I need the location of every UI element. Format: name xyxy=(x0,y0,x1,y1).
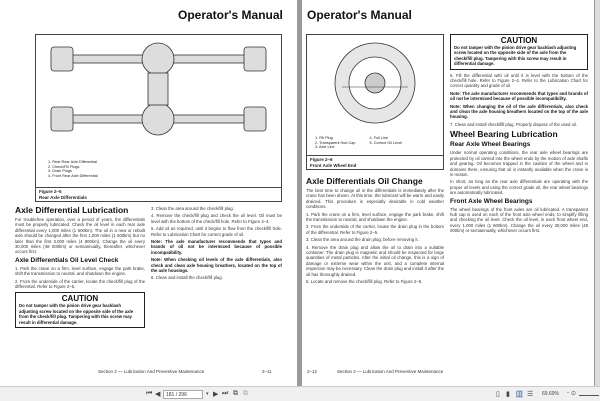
page-title: Operator's Manual xyxy=(178,8,283,22)
caution-text: Do not tamper with the pinion drive gear backlash adjusting screw located on the opposite side of the axle from the check/fill plug. Tampering with this screw may result in differential damage. xyxy=(19,303,134,325)
paste-icon[interactable]: ⧉ xyxy=(243,390,248,397)
step: 3. Clean the area around the check/fill plug. xyxy=(151,206,234,211)
step: 5. Locate and remove the check/fill plug. Refer to Figure 2–5. xyxy=(306,279,423,285)
page-dropdown-icon[interactable]: ▾ xyxy=(206,391,209,397)
caution-text: Do not tamper with the pinion drive gear backlash adjusting screw located on the opposite side of the axle from the check/fill plug. Tampering with this screw may result in differential damage. xyxy=(454,45,577,67)
two-page-view-icon[interactable]: ◫ xyxy=(516,391,523,398)
note: Note: The axle manufacturer recommends that types and brands of oil not be intermixed because of possible incompatibility. xyxy=(151,239,282,255)
step: 4. Remove the check/fill plug and check the oil level. Oil must be level with the bottom of the check/fill hole. Refer to Figure 2–4. xyxy=(151,213,282,224)
note: Note: When changing the oil of the axle differentials, also check and clean the axle housing breathers located on the top of the axle housing. xyxy=(450,103,588,120)
page-footer: Section 2 — Lubrication And Preventive Maintenance xyxy=(98,369,205,374)
caution-box xyxy=(15,292,145,328)
step: 7. Clean and install check/fill plug. Properly dispose of the used oil. xyxy=(450,121,578,127)
viewer-toolbar xyxy=(0,386,600,401)
figure-legend xyxy=(307,135,443,151)
caution-heading: CAUTION xyxy=(500,36,538,45)
right-column-2 xyxy=(450,34,588,236)
section-heading: Axle Differentials Oil Change xyxy=(306,176,423,186)
step: 6. Clean and install the check/fill plug. xyxy=(151,275,223,281)
subsection-heading: Axle Differentials Oil Level Check xyxy=(15,256,119,264)
step: 6. Fill the differential with oil until it is level with the bottom of the check/fill hole. Refer to Figure 2–4. Refer to the Lubrication Chart for correct quantity and grade of oil. xyxy=(450,72,588,89)
zoom-level[interactable]: 69.69% xyxy=(542,391,559,397)
next-page-button[interactable]: ▶ xyxy=(213,391,219,398)
note: Note: The axle manufacturer recommends that types and brands of oil not be intermixed because of possible incompatibility. xyxy=(450,90,588,102)
zoom-out-icon[interactable]: - xyxy=(567,390,569,396)
two-page-continuous-icon[interactable]: ☰ xyxy=(527,391,534,398)
legend-item: 1. Fill Plug xyxy=(315,136,333,140)
paragraph: The best time to change oil in the differentials is immediately after the crane has been driven. At this time, the lubricant will be warm and easily drained. This procedure is especially desirable in cold weather conditions. xyxy=(306,188,444,210)
legend-item: 4. Full Line xyxy=(369,136,389,140)
page-number: 2–12 xyxy=(307,369,318,374)
page-number: 2–11 xyxy=(262,369,272,374)
previous-page-button[interactable]: ◀ xyxy=(155,391,161,398)
last-page-button[interactable]: ⏭ xyxy=(222,390,229,397)
subsection-heading: Front Axle Wheel Bearings xyxy=(450,197,533,205)
legend-item: 3. Axle Line xyxy=(315,145,335,150)
axle-illustration xyxy=(36,35,281,153)
caution-heading: CAUTION xyxy=(61,294,99,304)
legend-item: 1. Rear Rear Axle Differential xyxy=(48,160,98,164)
copy-icon[interactable]: ⧉ xyxy=(233,390,238,397)
figure-rear-axle xyxy=(35,34,282,202)
caution-box xyxy=(450,34,588,70)
single-page-view-icon[interactable]: ▯ xyxy=(496,391,500,398)
legend-item: 2. Transparent Hub Cap xyxy=(315,140,356,145)
zoom-slider-thumb[interactable]: ⊙ xyxy=(571,391,577,397)
right-column-1 xyxy=(306,174,444,287)
paragraph: In short, as long as the rear axle differentials are operating with the proper oil levels and using the correct grade oil, the rear wheel bearings are automatically lubricated. xyxy=(450,179,588,196)
legend-item: 3. Drain Plugs xyxy=(48,169,72,174)
page-number-input[interactable]: 181 / 296 xyxy=(163,390,203,399)
left-column-1 xyxy=(15,203,145,331)
zoom-slider-track[interactable] xyxy=(579,395,599,396)
figure-number: Figure 2–5 xyxy=(39,189,62,194)
step: 4. Remove the drain plug and allow the oil to drain into a suitable container. The drain plug is magnetic and should be inspected for large quantities of metal particles. After the initial oil change, this is a sign of damage or extreme wear within the unit, and a complete internal inspection may be necessary. Clean the drain plug and install it after the oil has thoroughly drained. xyxy=(306,244,444,277)
legend-item: 4. Front Rear Axle Differential xyxy=(48,173,98,178)
wheel-end-illustration xyxy=(307,35,443,130)
left-column-2 xyxy=(151,206,282,283)
right-page xyxy=(302,0,594,386)
first-page-button[interactable]: ⏮ xyxy=(146,390,153,397)
figure-title: Front Axle Wheel End xyxy=(310,162,357,168)
figure-title: Rear Axle Differentials xyxy=(39,194,87,200)
note: Note: When checking oil levels of the axle differentials, also check and clean axle housing breathers, located on the top of the axle housings. xyxy=(151,257,282,274)
paragraph: The wheel bearings of the front axles are oil lubricated. A transparent hub cap is used on each of the front axle wheel ends, to simplify filling and checking the oil level. Check the oil level, in each front wheel end, every 1,000 miles (1 600km). Change the oil every 30,000 miles (48 000km) or semiannually, whichever occurs first. xyxy=(450,206,588,234)
subsection-heading: Rear Axle Wheel Bearings xyxy=(450,141,531,149)
step: 1. Park the crane on a firm, level surface, engage the park brake, shift the transmission to neutral, and shutdown the engine. xyxy=(306,211,444,223)
page-title: Operator's Manual xyxy=(307,8,412,22)
section-heading: Axle Differential Lubrication xyxy=(15,205,129,215)
section-heading: Wheel Bearing Lubrication xyxy=(450,129,558,140)
figure-wheel-end xyxy=(306,34,444,170)
step: 1. Park the crane on a firm, level surface, engage the park brake, shift the transmission to neutral, and shutdown the engine. xyxy=(15,265,145,277)
vertical-scrollbar[interactable] xyxy=(595,0,600,386)
continuous-view-icon[interactable]: ▮ xyxy=(506,391,510,398)
step: 2. From the underside of the carrier, locate the check/fill plug of the differential. Refer to Figure 2–5. xyxy=(15,278,145,290)
step: 5. Add oil as required, until it begins to flow from the check/fill hole. Refer to Lubrication Chart for correct grade of oil. xyxy=(151,226,282,237)
page-footer: Section 2 — Lubrication And Preventive Maintenance xyxy=(337,369,444,374)
left-page xyxy=(0,0,297,386)
step: 3. Clean the area around the drain plug, before removing it. xyxy=(306,237,419,243)
legend-item: 5. Correct Oil Level xyxy=(369,140,403,145)
legend-item: 2. Check/Fill Plugs xyxy=(48,164,80,169)
paragraph: For troublefree operation, over a period of years, the differentials must be properly lubricated. Check the oil level in each rear axle differential every 1,000 miles (1 600km). The oil in a new or rebuilt axle should be changed after the first 1,000 miles (1 600km) but no later than the first 3,000 miles (4 800km). Change the oil every 30,000 miles (48 000km) or semiannually, thereafter, whichever occurs first. xyxy=(15,217,145,255)
step: 2. From the underside of the carrier, locate the drain plug in the bottom of the differential. Refer to Figure 2–5. xyxy=(306,224,444,235)
figure-legend xyxy=(36,158,281,180)
paragraph: Under normal operating conditions, the rear axle wheel bearings are protected by oil carried into the wheel ends by the motion of axle shafts and gearing. Oil becomes trapped in the cavities of the wheel and in domains there, ensuring that oil is instantly available when the crane is in motion. xyxy=(450,150,588,177)
figure-number: Figure 2–6 xyxy=(310,157,333,162)
